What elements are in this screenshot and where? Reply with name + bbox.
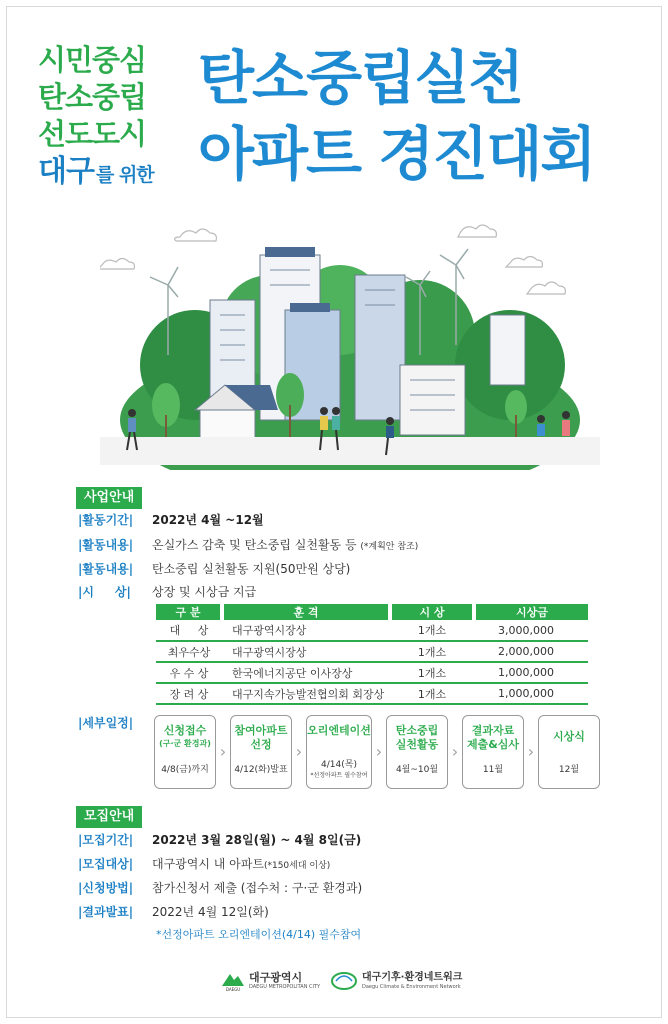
step-title: 오리엔테이션 bbox=[307, 724, 371, 737]
recruit-badge: 모집안내 bbox=[76, 806, 142, 828]
network-sub: Daegu Climate & Environment Network bbox=[362, 984, 461, 990]
header-prize: 시상금 bbox=[474, 604, 588, 620]
row-value: 2022년 4월 ~12월 bbox=[152, 513, 264, 527]
schedule-step-apply bbox=[154, 715, 216, 789]
row-value: 2022년 4월 12일(화) bbox=[152, 905, 269, 919]
slogan-line-3: 선도도시 bbox=[38, 117, 147, 151]
table-row bbox=[156, 641, 588, 662]
row-value: 상장 및 시상금 지급 bbox=[152, 585, 257, 599]
slogan-city: 대구 bbox=[38, 154, 94, 189]
cell-grade: 최우수상 bbox=[156, 641, 222, 662]
schedule-step-activity bbox=[386, 715, 448, 789]
business-badge: 사업안내 bbox=[76, 487, 142, 509]
recruit-row-result bbox=[78, 904, 269, 920]
row-label: |결과발표| bbox=[78, 905, 134, 919]
business-row-support bbox=[78, 561, 350, 577]
chevron-right-icon: › bbox=[219, 742, 227, 761]
step-date: 4/8(금)까지 bbox=[161, 765, 209, 775]
cell-count: 1개소 bbox=[390, 641, 474, 662]
slogan-line-1: 시민중심 bbox=[38, 43, 147, 77]
title-line-2: 아파트 경진대회 bbox=[198, 120, 595, 188]
step-date: 12월 bbox=[558, 765, 580, 775]
cell-grade: 대 상 bbox=[156, 620, 222, 641]
slogan-for: 를 위한 bbox=[95, 164, 154, 186]
step-title-sub: (구·군 환경과) bbox=[159, 739, 211, 748]
chevron-right-icon: › bbox=[295, 742, 303, 761]
cell-prize: 3,000,000 bbox=[474, 620, 588, 641]
slogan bbox=[38, 42, 188, 194]
orientation-note: *선정아파트 오리엔테이션(4/14) 필수참여 bbox=[156, 928, 362, 941]
schedule-label: |세부일정| bbox=[78, 716, 134, 730]
cell-grade: 장 려 상 bbox=[156, 683, 222, 704]
business-row-content bbox=[78, 537, 418, 555]
row-note: (*150세대 이상) bbox=[263, 861, 331, 871]
table-row bbox=[156, 683, 588, 704]
row-value: 대구광역시 내 아파트 bbox=[152, 857, 264, 871]
business-row-period bbox=[78, 512, 264, 528]
cell-title: 대구광역시장상 bbox=[222, 641, 390, 662]
cell-prize: 1,000,000 bbox=[474, 662, 588, 683]
table-row bbox=[156, 662, 588, 683]
step-title: 탄소중립 실천활동 bbox=[395, 724, 439, 751]
cell-prize: 1,000,000 bbox=[474, 683, 588, 704]
schedule-label-row bbox=[78, 715, 152, 731]
recruit-row-period bbox=[78, 832, 361, 848]
step-title: 참여아파트 선정 bbox=[234, 724, 288, 751]
step-date: 4/14(목) bbox=[321, 760, 357, 770]
schedule-step-select bbox=[230, 715, 292, 789]
recruit-row-target bbox=[78, 856, 330, 874]
row-label: |활동내용| bbox=[78, 562, 134, 576]
business-row-award bbox=[78, 584, 256, 600]
header-count: 시 상 bbox=[390, 604, 474, 620]
cell-prize: 2,000,000 bbox=[474, 641, 588, 662]
recruit-row-method bbox=[78, 880, 362, 896]
city-illustration bbox=[100, 215, 600, 470]
row-label: |시 상| bbox=[78, 585, 131, 599]
step-date: 4월~10월 bbox=[395, 765, 439, 775]
schedule-steps bbox=[154, 715, 594, 791]
schedule-step-review bbox=[462, 715, 524, 789]
row-value: 탄소중립 실천활동 지원(50만원 상당) bbox=[152, 562, 351, 576]
table-row bbox=[156, 620, 588, 641]
title-line-1: 탄소중립실천 bbox=[198, 44, 523, 112]
ground bbox=[100, 437, 600, 465]
cell-count: 1개소 bbox=[390, 620, 474, 641]
daegu-city-sub: DAEGU METROPOLITAN CITY bbox=[249, 984, 321, 990]
schedule-step-ceremony bbox=[538, 715, 600, 789]
header-grade: 구 분 bbox=[156, 604, 222, 620]
step-title: 결과자료 제출&심사 bbox=[466, 724, 520, 751]
slogan-line-2: 탄소중립 bbox=[38, 80, 147, 114]
row-label: |신청방법| bbox=[78, 881, 134, 895]
row-label: |모집대상| bbox=[78, 857, 134, 871]
row-note: (*계획안 참조) bbox=[360, 542, 419, 552]
network-logo-icon bbox=[330, 970, 358, 992]
cell-grade: 우 수 상 bbox=[156, 662, 222, 683]
row-value: 2022년 3월 28일(월) ~ 4월 8일(금) bbox=[152, 833, 362, 847]
header-title: 훈 격 bbox=[222, 604, 390, 620]
daegu-logo-mark: DAEGU bbox=[225, 987, 241, 992]
step-date: 11월 bbox=[482, 765, 504, 775]
chevron-right-icon: › bbox=[527, 742, 535, 761]
cell-title: 한국에너지공단 이사장상 bbox=[222, 662, 390, 683]
cell-count: 1개소 bbox=[390, 683, 474, 704]
daegu-logo-icon bbox=[220, 970, 246, 992]
chevron-right-icon: › bbox=[451, 742, 459, 761]
step-title: 시상식 bbox=[553, 730, 585, 743]
network-name: 대구기후·환경네트워크 bbox=[362, 972, 463, 983]
network-logo bbox=[330, 970, 462, 992]
cell-count: 1개소 bbox=[390, 662, 474, 683]
row-label: |활동기간| bbox=[78, 513, 134, 527]
row-label: |활동내용| bbox=[78, 538, 134, 552]
step-date-sub: *선정아파트 필수참여 bbox=[310, 772, 368, 779]
daegu-city-name: 대구광역시 bbox=[249, 971, 303, 984]
step-date: 4/12(화)발표 bbox=[234, 765, 288, 775]
schedule-step-orientation bbox=[306, 715, 372, 789]
daegu-city-logo bbox=[220, 970, 320, 992]
row-label: |모집기간| bbox=[78, 833, 134, 847]
chevron-right-icon: › bbox=[375, 742, 383, 761]
row-value: 참가신청서 제출 (접수처 : 구·군 환경과) bbox=[152, 881, 363, 895]
cell-title: 대구광역시장상 bbox=[222, 620, 390, 641]
row-value: 온실가스 감축 및 탄소중립 실천활동 등 bbox=[152, 538, 357, 552]
page-title bbox=[198, 40, 638, 192]
award-table bbox=[156, 604, 588, 705]
step-title: 신청접수 bbox=[163, 724, 207, 737]
cell-title: 대구지속가능발전협의회 회장상 bbox=[222, 683, 390, 704]
